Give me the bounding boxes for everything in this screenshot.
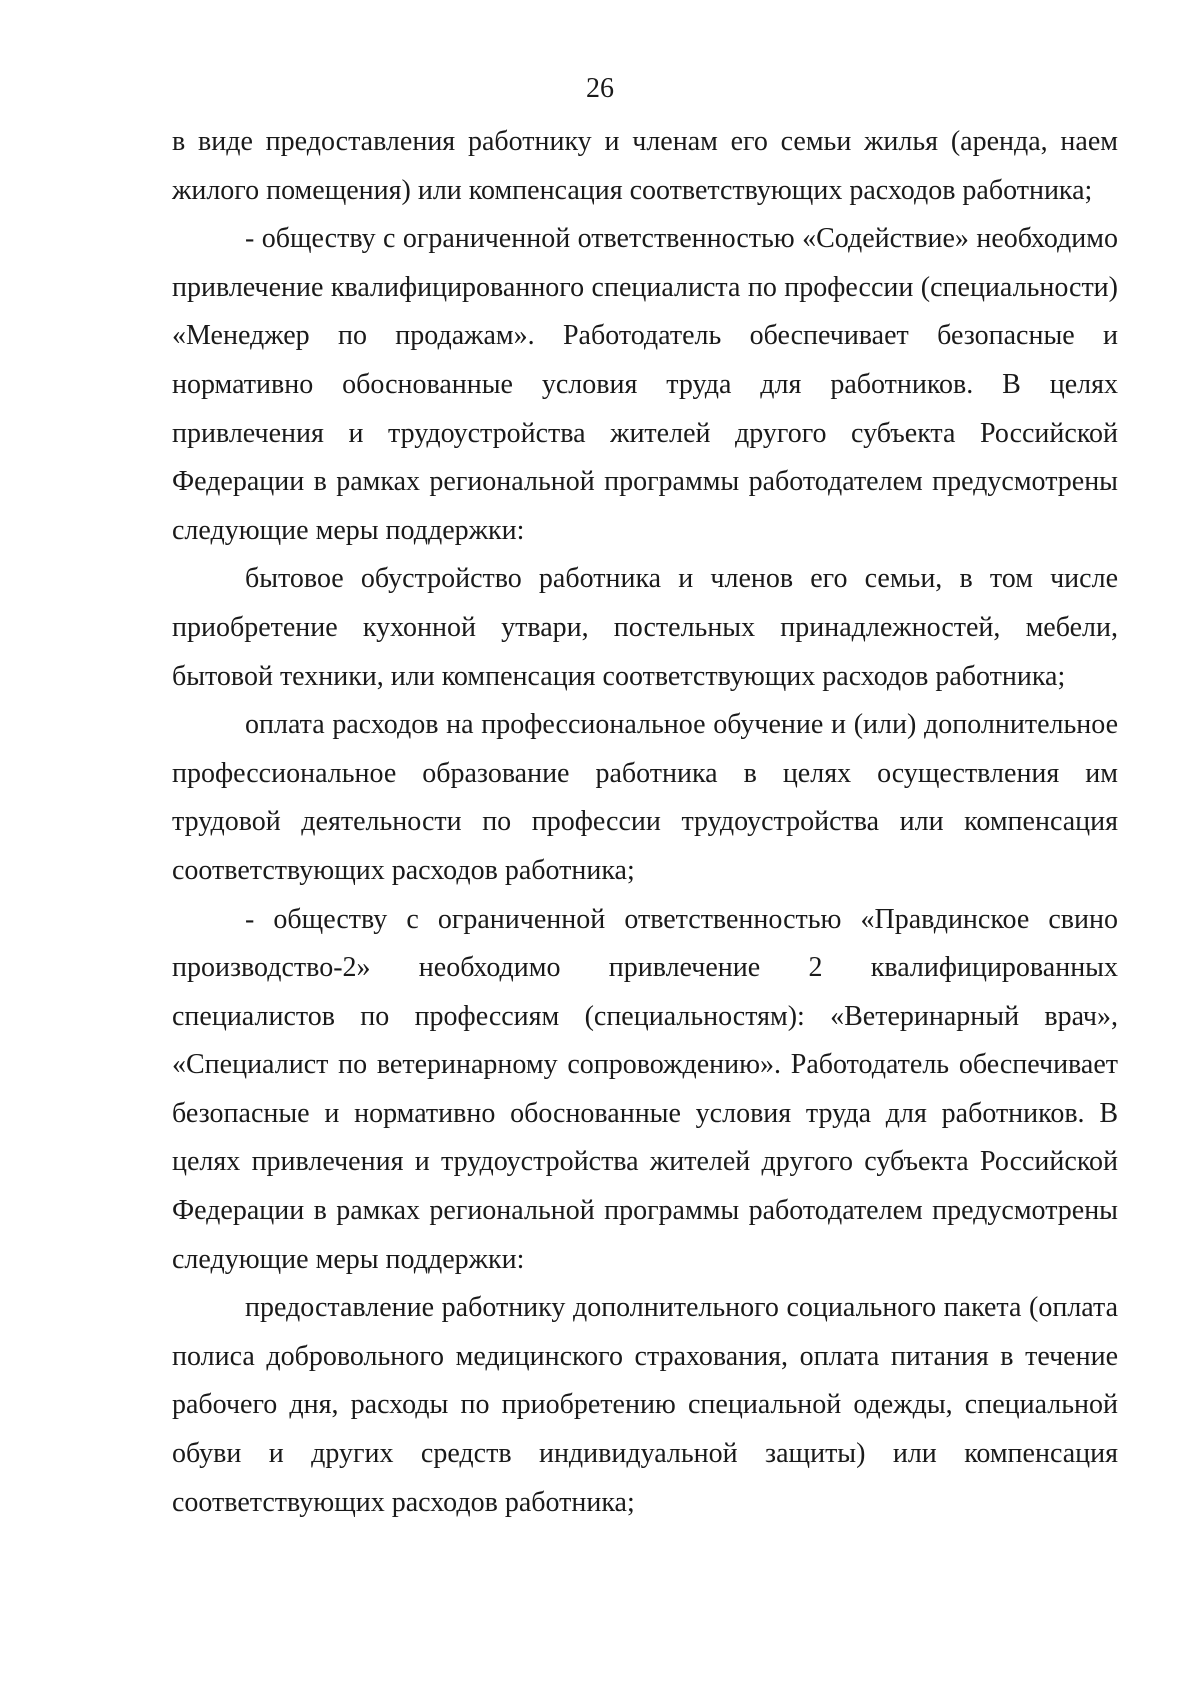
- paragraph-housing-continuation: в виде предоставления работнику и членам его семьи жилья (аренда, наем жилого помещения) или компенсация соответствующих расходов работника;: [172, 126, 1118, 206]
- paragraph-social-package: предоставление работнику дополнительного социального пакета (оплата полиса добровольного медицинского страхования, оплата питания в течение рабочего дня, расходы по приобретению специальной одежды, специальной обуви и других средств индивидуальной защиты) или компенсация соответствующих расходов работника;: [172, 1292, 1118, 1518]
- paragraph-household-arrangement: бытовое обустройство работника и членов его семьи, в том числе приобретение кухонной утвари, постельных принадлежностей, мебели, бытовой техники, или компенсация соответствующих расходов работника;: [172, 563, 1118, 692]
- paragraph-pravdinskoe: - обществу с ограниченной ответственностью «Правдинское свино производство-2» необходимо привлечение 2 квалифицированных специалистов по профессиям (специальностям): «Ветеринарный врач», «Специалист по ветеринарному сопровождению». Работодатель обеспечивает безопасные и нормативно обоснованные условия труда для работников. В целях привлечения и трудоустройства жителей другого субъекта Российской Федерации в рамках региональной программы работодателем предусмотрены следующие меры поддержки:: [172, 903, 1118, 1275]
- paragraph-sodeystvie: - обществу с ограниченной ответственностью «Содействие» необходимо привлечение квалифицированного специалиста по профессии (специальности) «Менеджер по продажам». Работодатель обеспечивает безопасные и нормативно обоснованные условия труда для работников. В целях привлечения и трудоустройства жителей другого субъекта Российской Федерации в рамках региональной программы работодателем предусмотрены следующие меры поддержки:: [172, 223, 1118, 546]
- page-number: 26: [586, 73, 614, 104]
- document-body: [172, 118, 1118, 1527]
- paragraph-training-costs: оплата расходов на профессиональное обучение и (или) дополнительное профессиональное образование работника в целях осуществления им трудовой деятельности по профессии трудоустройства или компенсация соответствующих расходов работника;: [172, 709, 1118, 886]
